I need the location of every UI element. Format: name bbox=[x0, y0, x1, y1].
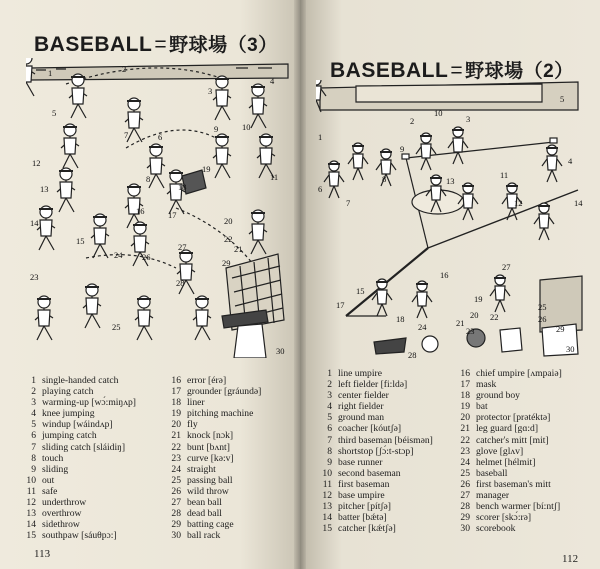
term-entry bbox=[22, 453, 136, 464]
term-text: underthrow bbox=[42, 497, 87, 509]
term-text: dead ball bbox=[187, 508, 222, 520]
term-number: 14 bbox=[322, 512, 332, 524]
term-number: 12 bbox=[322, 490, 332, 502]
term-number: 27 bbox=[171, 497, 181, 509]
svg-text:2: 2 bbox=[122, 64, 127, 74]
term-entry bbox=[456, 512, 562, 523]
term-number: 22 bbox=[460, 434, 470, 446]
term-entry bbox=[318, 512, 433, 523]
term-text: catcher's mitt [mit] bbox=[476, 434, 549, 446]
svg-text:28: 28 bbox=[408, 350, 417, 360]
term-number: 13 bbox=[322, 501, 332, 513]
term-number: 23 bbox=[460, 445, 470, 457]
term-text: batter [bǽtə] bbox=[338, 512, 387, 524]
term-number: 21 bbox=[171, 430, 181, 442]
term-text: chief umpire [ʌmpaiə] bbox=[476, 368, 562, 379]
term-list-right-col1 bbox=[318, 368, 433, 534]
term-entry bbox=[167, 519, 261, 530]
term-number: 24 bbox=[171, 463, 181, 475]
term-number: 23 bbox=[171, 452, 181, 464]
svg-text:17: 17 bbox=[336, 300, 345, 310]
title-separator: = bbox=[154, 33, 168, 56]
page-number: 112 bbox=[562, 553, 579, 565]
term-number: 7 bbox=[327, 434, 332, 446]
term-text: curve [kə:v] bbox=[187, 452, 234, 464]
term-number: 8 bbox=[327, 445, 332, 457]
term-entry bbox=[22, 530, 136, 541]
svg-text:23: 23 bbox=[466, 326, 475, 336]
right-page-title bbox=[330, 56, 574, 83]
term-number: 10 bbox=[322, 467, 332, 479]
term-number: 10 bbox=[26, 474, 36, 486]
term-number: 17 bbox=[460, 379, 470, 391]
term-number: 16 bbox=[171, 375, 181, 386]
term-entry bbox=[456, 423, 562, 434]
term-entry bbox=[167, 453, 261, 464]
book-gutter bbox=[294, 0, 306, 569]
term-text: knock [nɔk] bbox=[187, 430, 234, 442]
term-entry bbox=[22, 408, 136, 419]
term-entry bbox=[167, 530, 261, 541]
term-number: 18 bbox=[460, 390, 470, 402]
term-number: 25 bbox=[171, 474, 181, 486]
term-text: scorebook bbox=[476, 523, 516, 535]
term-entry bbox=[22, 386, 136, 397]
term-entry bbox=[167, 497, 261, 508]
term-number: 15 bbox=[322, 523, 332, 535]
term-list-left-col1 bbox=[22, 375, 136, 541]
term-number: 8 bbox=[31, 452, 36, 464]
term-text: protector [prətéktə] bbox=[476, 412, 551, 424]
term-entry bbox=[22, 397, 136, 408]
title-number: （3） bbox=[227, 35, 278, 56]
svg-text:19: 19 bbox=[474, 294, 483, 304]
term-number: 9 bbox=[327, 456, 332, 468]
term-text: mask bbox=[476, 379, 497, 391]
svg-text:18: 18 bbox=[396, 314, 405, 324]
svg-text:14: 14 bbox=[30, 218, 39, 228]
term-number: 22 bbox=[171, 441, 181, 453]
term-text: windup [wáindʌp] bbox=[42, 419, 113, 431]
term-entry bbox=[456, 379, 562, 390]
svg-text:25: 25 bbox=[538, 302, 547, 312]
svg-text:24: 24 bbox=[418, 322, 427, 332]
term-entry bbox=[167, 419, 261, 430]
page-number: 113 bbox=[34, 548, 51, 560]
term-entry bbox=[318, 446, 433, 457]
svg-text:10: 10 bbox=[242, 122, 251, 132]
term-number: 2 bbox=[327, 379, 332, 391]
term-entry bbox=[456, 412, 562, 423]
term-number: 24 bbox=[460, 456, 470, 468]
term-text: ground boy bbox=[476, 390, 520, 402]
term-number: 3 bbox=[31, 397, 36, 409]
right-page bbox=[300, 0, 600, 569]
term-entry bbox=[167, 430, 261, 441]
term-number: 9 bbox=[31, 463, 36, 475]
term-number: 7 bbox=[31, 441, 36, 453]
term-text: leg guard [gɑ:d] bbox=[476, 423, 539, 435]
term-number: 20 bbox=[171, 419, 181, 431]
term-entry bbox=[167, 408, 261, 419]
term-entry bbox=[167, 386, 261, 397]
svg-text:14: 14 bbox=[574, 198, 583, 208]
title-japanese: 野球場 bbox=[169, 35, 228, 56]
term-entry bbox=[22, 508, 136, 519]
svg-text:16: 16 bbox=[136, 206, 145, 216]
term-text: pitching machine bbox=[187, 408, 254, 420]
term-number: 26 bbox=[171, 485, 181, 497]
svg-text:19: 19 bbox=[202, 164, 211, 174]
term-text: shortstop [ʃɔ́:t-stɔp] bbox=[338, 445, 414, 457]
term-entry bbox=[22, 430, 136, 441]
term-entry bbox=[22, 497, 136, 508]
term-number: 29 bbox=[460, 512, 470, 524]
term-entry bbox=[318, 423, 433, 434]
term-entry bbox=[318, 379, 433, 390]
term-text: coacher [kóutʃə] bbox=[338, 423, 402, 435]
svg-text:23: 23 bbox=[30, 272, 39, 282]
term-entry bbox=[167, 442, 261, 453]
svg-text:27: 27 bbox=[502, 262, 511, 272]
term-number: 6 bbox=[327, 423, 332, 435]
term-text: ground man bbox=[338, 412, 385, 424]
term-number: 11 bbox=[322, 478, 332, 490]
term-text: catcher [kǽtʃə] bbox=[338, 523, 396, 535]
svg-text:6: 6 bbox=[318, 184, 323, 194]
baseball-plays-illustration bbox=[26, 58, 292, 358]
term-number: 19 bbox=[171, 408, 181, 420]
term-text: bat bbox=[476, 401, 488, 413]
term-entry bbox=[456, 401, 562, 412]
svg-text:1: 1 bbox=[318, 132, 323, 142]
svg-text:20: 20 bbox=[224, 216, 233, 226]
term-text: pitcher [pítʃə] bbox=[338, 501, 392, 513]
svg-text:9: 9 bbox=[214, 124, 219, 134]
term-text: sidethrow bbox=[42, 519, 80, 531]
term-text: jumping catch bbox=[42, 430, 97, 442]
term-text: baseball bbox=[476, 467, 508, 479]
term-number: 30 bbox=[460, 523, 470, 535]
svg-text:27: 27 bbox=[178, 242, 187, 252]
svg-text:13: 13 bbox=[40, 184, 49, 194]
svg-text:25: 25 bbox=[112, 322, 121, 332]
term-entry bbox=[318, 401, 433, 412]
svg-text:2: 2 bbox=[410, 116, 415, 126]
term-text: right fielder bbox=[338, 401, 384, 413]
svg-text:30: 30 bbox=[566, 344, 575, 354]
term-entry bbox=[456, 435, 562, 446]
term-text: line umpire bbox=[338, 368, 382, 379]
term-entry bbox=[456, 468, 562, 479]
term-text: bunt [bʌnt] bbox=[187, 441, 230, 453]
svg-text:29: 29 bbox=[222, 258, 231, 268]
svg-text:12: 12 bbox=[32, 158, 41, 168]
term-text: third baseman [béismən] bbox=[338, 434, 433, 446]
term-entry bbox=[22, 442, 136, 453]
svg-text:29: 29 bbox=[556, 324, 565, 334]
svg-text:8: 8 bbox=[146, 174, 151, 184]
title-japanese: 野球場 bbox=[465, 61, 524, 82]
term-number: 28 bbox=[460, 501, 470, 513]
term-text: second baseman bbox=[338, 467, 401, 479]
term-entry bbox=[318, 490, 433, 501]
term-text: bench warmer [bí:ntʃ] bbox=[476, 501, 561, 513]
svg-text:26: 26 bbox=[142, 252, 151, 262]
term-entry bbox=[167, 475, 261, 486]
title-english: BASEBALL bbox=[330, 59, 449, 82]
term-entry bbox=[456, 479, 562, 490]
svg-text:15: 15 bbox=[76, 236, 85, 246]
term-text: batting cage bbox=[187, 519, 234, 531]
term-text: left fielder [fi:ldə] bbox=[338, 379, 408, 391]
term-text: warming-up [wɔ́:miŋʌp] bbox=[42, 397, 136, 409]
term-number: 25 bbox=[460, 467, 470, 479]
term-number: 29 bbox=[171, 519, 181, 531]
svg-text:7: 7 bbox=[346, 198, 351, 208]
term-number: 27 bbox=[460, 490, 470, 502]
svg-text:9: 9 bbox=[400, 144, 405, 154]
term-entry bbox=[22, 486, 136, 497]
term-number: 1 bbox=[31, 375, 36, 386]
term-entry bbox=[318, 523, 433, 534]
term-text: grounder [gráundə] bbox=[187, 386, 262, 398]
term-number: 13 bbox=[26, 508, 36, 520]
term-number: 3 bbox=[327, 390, 332, 402]
term-entry bbox=[318, 390, 433, 401]
term-entry bbox=[456, 390, 562, 401]
term-text: liner bbox=[187, 397, 205, 409]
svg-text:21: 21 bbox=[456, 318, 465, 328]
term-number: 4 bbox=[327, 401, 332, 413]
term-number: 20 bbox=[460, 412, 470, 424]
svg-text:26: 26 bbox=[538, 314, 547, 324]
svg-text:16: 16 bbox=[440, 270, 449, 280]
term-number: 14 bbox=[26, 519, 36, 531]
term-text: straight bbox=[187, 463, 216, 475]
term-text: single-handed catch bbox=[42, 375, 119, 386]
title-separator: = bbox=[450, 59, 464, 82]
term-entry bbox=[318, 368, 433, 379]
svg-text:10: 10 bbox=[434, 108, 443, 118]
term-number: 16 bbox=[460, 368, 470, 379]
term-text: glove [glʌv] bbox=[476, 445, 524, 457]
term-text: safe bbox=[42, 485, 58, 497]
term-text: overthrow bbox=[42, 508, 82, 520]
baseball-field-illustration bbox=[316, 80, 586, 370]
term-entry bbox=[456, 523, 562, 534]
term-entry bbox=[167, 508, 261, 519]
term-entry bbox=[22, 519, 136, 530]
term-entry bbox=[456, 446, 562, 457]
svg-text:4: 4 bbox=[270, 76, 275, 86]
svg-text:3: 3 bbox=[466, 114, 471, 124]
svg-text:7: 7 bbox=[124, 130, 129, 140]
term-entry bbox=[318, 479, 433, 490]
svg-text:17: 17 bbox=[168, 210, 177, 220]
svg-text:4: 4 bbox=[568, 156, 573, 166]
term-number: 26 bbox=[460, 478, 470, 490]
term-number: 6 bbox=[31, 430, 36, 442]
term-entry bbox=[456, 368, 562, 379]
svg-text:22: 22 bbox=[490, 312, 499, 322]
term-text: sliding catch [sláidiŋ] bbox=[42, 441, 126, 453]
term-number: 21 bbox=[460, 423, 470, 435]
term-entry bbox=[318, 435, 433, 446]
term-text: touch bbox=[42, 452, 64, 464]
left-page-title bbox=[34, 30, 278, 57]
svg-text:12: 12 bbox=[514, 198, 523, 208]
svg-text:30: 30 bbox=[276, 346, 285, 356]
term-text: center fielder bbox=[338, 390, 389, 402]
term-text: error [érə] bbox=[187, 375, 227, 386]
svg-text:8: 8 bbox=[382, 174, 387, 184]
term-text: passing ball bbox=[187, 474, 233, 486]
svg-text:22: 22 bbox=[224, 234, 233, 244]
term-list-left-col2 bbox=[167, 375, 261, 541]
term-number: 17 bbox=[171, 386, 181, 398]
term-text: southpaw [sáuθpɔ:] bbox=[42, 530, 117, 542]
svg-text:11: 11 bbox=[500, 170, 509, 180]
term-text: scorer [skɔ́:rə] bbox=[476, 512, 532, 524]
term-number: 11 bbox=[26, 485, 36, 497]
term-text: first baseman's mitt bbox=[476, 478, 551, 490]
term-text: manager bbox=[476, 490, 510, 502]
svg-text:15: 15 bbox=[356, 286, 365, 296]
term-text: ball rack bbox=[187, 530, 221, 542]
term-text: sliding bbox=[42, 463, 69, 475]
term-number: 4 bbox=[31, 408, 36, 420]
svg-text:5: 5 bbox=[52, 108, 57, 118]
term-entry bbox=[318, 468, 433, 479]
title-number: （2） bbox=[523, 61, 574, 82]
term-number: 19 bbox=[460, 401, 470, 413]
term-entry bbox=[22, 464, 136, 475]
term-entry bbox=[318, 501, 433, 512]
term-entry bbox=[167, 464, 261, 475]
term-entry bbox=[456, 501, 562, 512]
term-number: 5 bbox=[327, 412, 332, 424]
svg-text:18: 18 bbox=[178, 182, 187, 192]
term-list-right-col2 bbox=[456, 368, 562, 534]
svg-text:24: 24 bbox=[114, 250, 123, 260]
svg-text:20: 20 bbox=[470, 310, 479, 320]
term-number: 30 bbox=[171, 530, 181, 542]
svg-text:11: 11 bbox=[270, 172, 279, 182]
svg-text:5: 5 bbox=[560, 94, 565, 104]
term-text: bean ball bbox=[187, 497, 222, 509]
term-entry bbox=[22, 419, 136, 430]
term-entry bbox=[456, 490, 562, 501]
term-entry bbox=[318, 412, 433, 423]
term-text: playing catch bbox=[42, 386, 94, 398]
term-text: helmet [hélmit] bbox=[476, 456, 536, 468]
term-number: 12 bbox=[26, 497, 36, 509]
term-text: first baseman bbox=[338, 478, 390, 490]
title-english: BASEBALL bbox=[34, 33, 153, 56]
term-number: 18 bbox=[171, 397, 181, 409]
term-text: base umpire bbox=[338, 490, 385, 502]
svg-text:6: 6 bbox=[158, 132, 163, 142]
term-entry bbox=[167, 375, 261, 386]
term-entry bbox=[318, 457, 433, 468]
svg-text:28: 28 bbox=[176, 278, 185, 288]
svg-text:21: 21 bbox=[234, 244, 243, 254]
term-text: fly bbox=[187, 419, 198, 431]
svg-text:3: 3 bbox=[208, 86, 213, 96]
svg-text:13: 13 bbox=[446, 176, 455, 186]
term-number: 15 bbox=[26, 530, 36, 542]
term-entry bbox=[22, 375, 136, 386]
term-text: out bbox=[42, 474, 55, 486]
term-entry bbox=[167, 397, 261, 408]
term-entry bbox=[22, 475, 136, 486]
term-entry bbox=[456, 457, 562, 468]
term-number: 1 bbox=[327, 368, 332, 379]
term-number: 5 bbox=[31, 419, 36, 431]
term-text: knee jumping bbox=[42, 408, 95, 420]
term-number: 2 bbox=[31, 386, 36, 398]
term-entry bbox=[167, 486, 261, 497]
term-text: wild throw bbox=[187, 485, 229, 497]
term-number: 28 bbox=[171, 508, 181, 520]
term-text: base runner bbox=[338, 456, 383, 468]
svg-text:1: 1 bbox=[48, 68, 53, 78]
